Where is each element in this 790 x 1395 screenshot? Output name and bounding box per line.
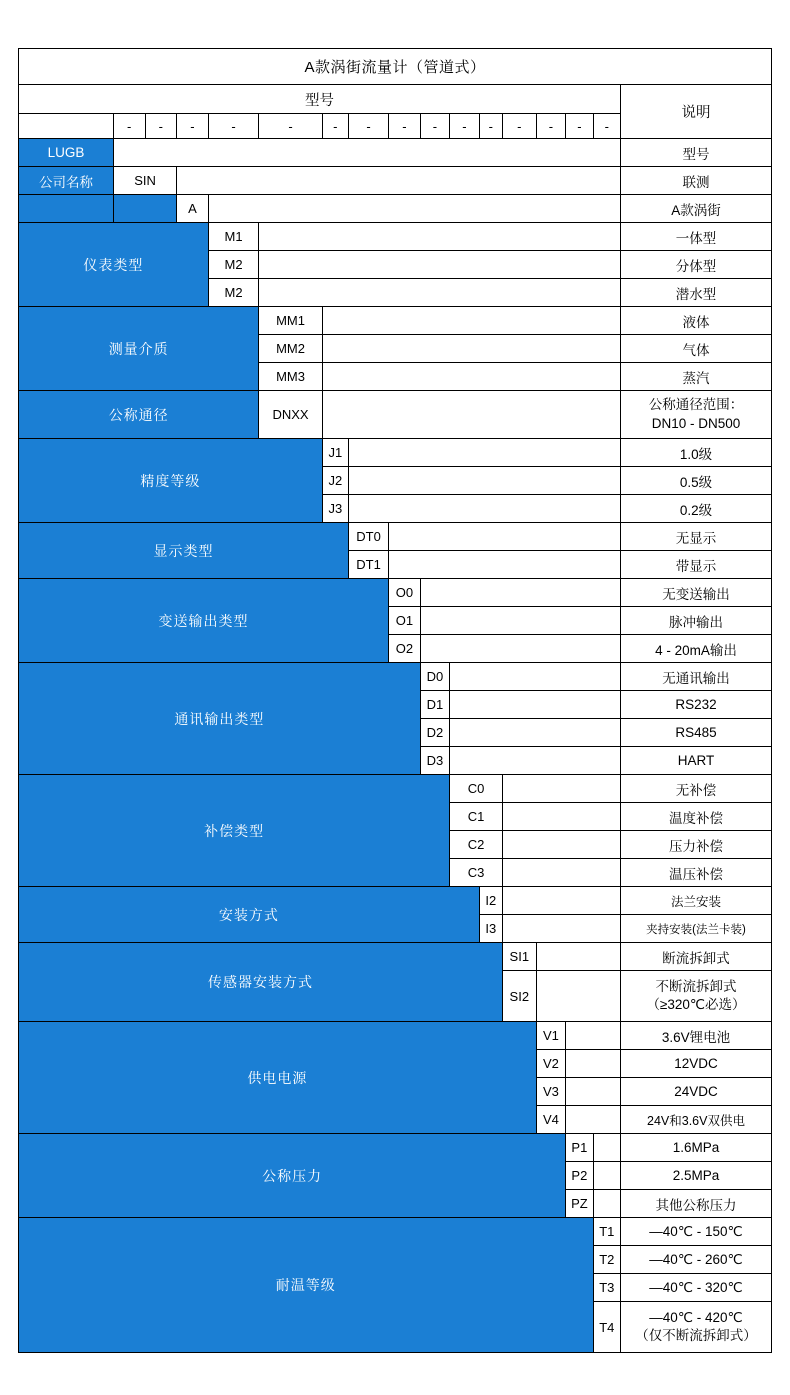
- desc-cell: 无补偿: [620, 775, 771, 803]
- desc-cell: 24VDC: [620, 1078, 771, 1106]
- spacer-cell: [566, 1078, 621, 1106]
- spacer-cell: [566, 1106, 621, 1134]
- group-label-sensor-mounting: 传感器安装方式: [19, 943, 503, 1022]
- dash-cell-7: -: [349, 114, 389, 139]
- table-row: [19, 391, 772, 439]
- spacer-cell: [450, 719, 621, 747]
- spacer-cell: [349, 439, 621, 467]
- dash-cell-11: -: [479, 114, 502, 139]
- code-lugb: LUGB: [19, 139, 114, 167]
- table-row: [19, 943, 772, 971]
- dash-cell-0: [19, 114, 114, 139]
- header-model-label: 型号: [19, 85, 621, 114]
- table-row: [19, 307, 772, 335]
- group-label-temp-rating: 耐温等级: [19, 1218, 594, 1353]
- dash-cell-9: -: [420, 114, 450, 139]
- spacer-cell: [259, 251, 621, 279]
- code-cell: O1: [389, 607, 421, 635]
- spacer-cell: [566, 1050, 621, 1078]
- group-label-nominal-pressure: 公称压力: [19, 1134, 566, 1218]
- code-cell: C0: [450, 775, 503, 803]
- desc-cell: 无显示: [620, 523, 771, 551]
- desc-cell: 气体: [620, 335, 771, 363]
- spacer-cell: [322, 363, 620, 391]
- desc-cell: A款涡街: [620, 195, 771, 223]
- desc-cell: 1.0级: [620, 439, 771, 467]
- model-table: [18, 48, 772, 1353]
- spacer-cell: [322, 307, 620, 335]
- group-label-transmit-output: 变送输出类型: [19, 579, 389, 663]
- table-row: [19, 579, 772, 607]
- code-cell: P1: [566, 1134, 593, 1162]
- table-row: [19, 439, 772, 467]
- spacer-cell: [113, 139, 620, 167]
- desc-cell: 其他公称压力: [620, 1190, 771, 1218]
- code-cell: T4: [593, 1302, 620, 1353]
- code-cell: V3: [536, 1078, 566, 1106]
- code-cell: V2: [536, 1050, 566, 1078]
- spacer-cell: [349, 467, 621, 495]
- spacer-cell: [450, 747, 621, 775]
- blue-filler: [19, 195, 114, 223]
- label-company-name: 公司名称: [19, 167, 114, 195]
- group-label-power: 供电电源: [19, 1022, 537, 1134]
- desc-cell: 4 - 20mA输出: [620, 635, 771, 663]
- spacer-cell: [420, 579, 620, 607]
- desc-cell: 断流拆卸式: [620, 943, 771, 971]
- desc-cell: 无通讯输出: [620, 663, 771, 691]
- code-a: A: [177, 195, 209, 223]
- code-cell: O0: [389, 579, 421, 607]
- table-header-row: [19, 85, 772, 114]
- dash-cell-15: -: [593, 114, 620, 139]
- table-title-row: [19, 49, 772, 85]
- spacer-cell: [450, 663, 621, 691]
- spacer-cell: [536, 971, 620, 1022]
- group-label-medium: 测量介质: [19, 307, 259, 391]
- code-cell: MM1: [259, 307, 322, 335]
- spacer-cell: [502, 831, 620, 859]
- group-label-compensation: 补偿类型: [19, 775, 450, 887]
- desc-cell: HART: [620, 747, 771, 775]
- spacer-cell: [259, 223, 621, 251]
- desc-cell: —40℃ - 150℃: [620, 1218, 771, 1246]
- group-label-accuracy: 精度等级: [19, 439, 323, 523]
- group-label-mounting: 安装方式: [19, 887, 480, 943]
- dash-cell-5: -: [259, 114, 322, 139]
- code-cell: O2: [389, 635, 421, 663]
- spacer-cell: [349, 495, 621, 523]
- code-cell: C2: [450, 831, 503, 859]
- desc-cell: 1.6MPa: [620, 1134, 771, 1162]
- spacer-cell: [389, 551, 621, 579]
- code-cell: DNXX: [259, 391, 322, 439]
- code-cell: C1: [450, 803, 503, 831]
- spacer-cell: [502, 915, 620, 943]
- code-cell: T3: [593, 1274, 620, 1302]
- spacer-cell: [322, 391, 620, 439]
- code-cell: J2: [322, 467, 348, 495]
- table-row: [19, 887, 772, 915]
- model-selection-sheet: [18, 48, 772, 1353]
- code-cell: I2: [479, 887, 502, 915]
- group-label-comm-output: 通讯输出类型: [19, 663, 421, 775]
- code-cell: MM2: [259, 335, 322, 363]
- desc-cell: —40℃ - 420℃ （仅不断流拆卸式）: [620, 1302, 771, 1353]
- spacer-cell: [593, 1162, 620, 1190]
- table-row: [19, 775, 772, 803]
- spacer-cell: [502, 803, 620, 831]
- desc-cell: 温度补偿: [620, 803, 771, 831]
- desc-cell: 脉冲输出: [620, 607, 771, 635]
- code-cell: PZ: [566, 1190, 593, 1218]
- dash-cell-8: -: [389, 114, 421, 139]
- code-cell: P2: [566, 1162, 593, 1190]
- code-sin: SIN: [113, 167, 176, 195]
- group-label-nominal-diameter: 公称通径: [19, 391, 259, 439]
- dash-cell-13: -: [536, 114, 566, 139]
- code-cell: I3: [479, 915, 502, 943]
- group-label-display: 显示类型: [19, 523, 349, 579]
- table-row: [19, 1134, 772, 1162]
- spacer-cell: [177, 167, 621, 195]
- code-cell: T1: [593, 1218, 620, 1246]
- desc-cell: —40℃ - 320℃: [620, 1274, 771, 1302]
- spacer-cell: [593, 1134, 620, 1162]
- desc-cell: 分体型: [620, 251, 771, 279]
- code-cell: D0: [420, 663, 450, 691]
- spacer-cell: [450, 691, 621, 719]
- code-cell: SI2: [502, 971, 536, 1022]
- code-cell: SI1: [502, 943, 536, 971]
- desc-cell: 法兰安装: [620, 887, 771, 915]
- group-label-instrument-type: 仪表类型: [19, 223, 209, 307]
- desc-cell: 蒸汽: [620, 363, 771, 391]
- table-row: [19, 195, 772, 223]
- spacer-cell: [389, 523, 621, 551]
- header-description-label: 说明: [620, 85, 771, 139]
- desc-cell: 潜水型: [620, 279, 771, 307]
- desc-cell: 无变送输出: [620, 579, 771, 607]
- desc-cell: 公称通径范围： DN10 - DN500: [620, 391, 771, 439]
- code-cell: DT1: [349, 551, 389, 579]
- code-cell: D2: [420, 719, 450, 747]
- code-cell: M2: [208, 251, 259, 279]
- table-row: [19, 167, 772, 195]
- desc-cell: RS232: [620, 691, 771, 719]
- code-cell: DT0: [349, 523, 389, 551]
- spacer-cell: [420, 607, 620, 635]
- dash-cell-12: -: [502, 114, 536, 139]
- dash-cell-6: -: [322, 114, 348, 139]
- desc-cell: 夹持安装(法兰卡装): [620, 915, 771, 943]
- code-cell: V1: [536, 1022, 566, 1050]
- desc-cell: 液体: [620, 307, 771, 335]
- table-row: [19, 139, 772, 167]
- spacer-cell: [502, 775, 620, 803]
- code-cell: J1: [322, 439, 348, 467]
- code-cell: J3: [322, 495, 348, 523]
- dash-cell-4: -: [208, 114, 259, 139]
- code-cell: V4: [536, 1106, 566, 1134]
- desc-cell: 3.6V锂电池: [620, 1022, 771, 1050]
- desc-cell: 0.5级: [620, 467, 771, 495]
- code-cell: M1: [208, 223, 259, 251]
- table-row: [19, 1022, 772, 1050]
- code-cell: D1: [420, 691, 450, 719]
- desc-cell: 不断流拆卸式 （≥320℃必选）: [620, 971, 771, 1022]
- dash-cell-10: -: [450, 114, 480, 139]
- desc-cell: 带显示: [620, 551, 771, 579]
- desc-cell: 0.2级: [620, 495, 771, 523]
- desc-cell: 温压补偿: [620, 859, 771, 887]
- table-row: [19, 663, 772, 691]
- spacer-cell: [208, 195, 620, 223]
- spacer-cell: [259, 279, 621, 307]
- spacer-cell: [420, 635, 620, 663]
- code-cell: C3: [450, 859, 503, 887]
- desc-cell: 联测: [620, 167, 771, 195]
- code-cell: M2: [208, 279, 259, 307]
- desc-cell: —40℃ - 260℃: [620, 1246, 771, 1274]
- spacer-cell: [566, 1022, 621, 1050]
- desc-cell: 一体型: [620, 223, 771, 251]
- desc-cell: 2.5MPa: [620, 1162, 771, 1190]
- desc-cell: RS485: [620, 719, 771, 747]
- desc-cell: 24V和3.6V双供电: [620, 1106, 771, 1134]
- dash-cell-3: -: [177, 114, 209, 139]
- blue-filler: [113, 195, 176, 223]
- spacer-cell: [502, 887, 620, 915]
- spacer-cell: [593, 1190, 620, 1218]
- spacer-cell: [536, 943, 620, 971]
- page-title: A款涡街流量计（管道式）: [19, 49, 772, 85]
- table-row: [19, 223, 772, 251]
- dash-cell-1: -: [113, 114, 145, 139]
- code-cell: D3: [420, 747, 450, 775]
- desc-cell: 12VDC: [620, 1050, 771, 1078]
- spacer-cell: [322, 335, 620, 363]
- code-cell: MM3: [259, 363, 322, 391]
- desc-cell: 型号: [620, 139, 771, 167]
- table-row: [19, 1218, 772, 1246]
- code-cell: T2: [593, 1246, 620, 1274]
- dash-cell-2: -: [145, 114, 177, 139]
- dash-cell-14: -: [566, 114, 593, 139]
- table-row: [19, 523, 772, 551]
- spacer-cell: [502, 859, 620, 887]
- desc-cell: 压力补偿: [620, 831, 771, 859]
